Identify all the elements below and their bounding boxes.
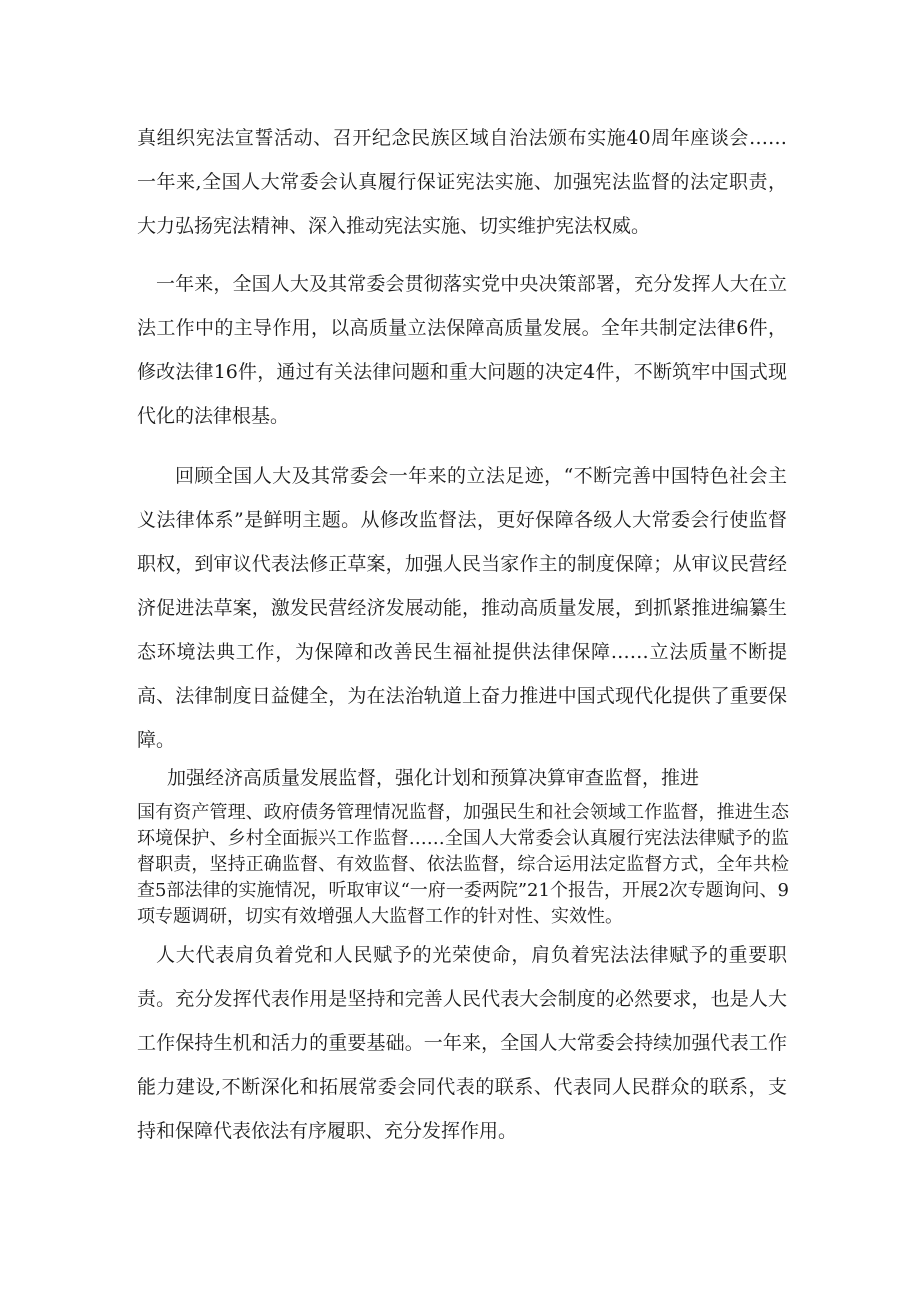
paragraph-legal-system: 回顾全国人大及其常委会一年来的立法足迹，“不断完善中国特色社会主义法律体系”是鲜明主题。从修改监督法，更好保障各级人大常委会行使监督职权，到审议代表法修正草案，加强人民当家作主的制度保障；从审议民营经济促进法草案，激发民营经济发展动能，推动高质量发展，到抓紧推进编纂生态环境法典工作，为保障和改善民生福祉提供法律保障……立法质量不断提高、法律制度日益健全，为在法治轨道上奋力推进中国式现代化提供了重要保障。 [137, 465, 787, 751]
paragraph-deputies: 人大代表肩负着党和人民赋予的光荣使命，肩负着宪法法律赋予的重要职责。充分发挥代表作用是坚持和完善人民代表大会制度的必然要求，也是人大工作保持生机和活力的重要基础。一年来，全国人大常委会持续加强代表工作能力建设,不断深化和拓展常委会同代表的联系、代表同人民群众的联系，支持和保障代表依法有序履职、充分发挥作用。 [137, 944, 787, 1142]
paragraph-supervision: 国有资产管理、政府债务管理情况监督，加强民生和社会领域工作监督，推进生态环境保护、乡村全面振兴工作监督……全国人大常委会认真履行宪法法律赋予的监督职责，坚持正确监督、有效监督、依法监督，综合运用法定监督方式，全年共检查5部法律的实施情况，听取审议“一府一委两院”21个报告，开展2次专题询问、9项专题调研，切实有效增强人大监督工作的针对性、实效性。 [137, 802, 789, 927]
paragraph-legislation: 一年来，全国人大及其常委会贯彻落实党中央决策部署，充分发挥人大在立法工作中的主导作用，以高质量立法保障高质量发展。全年共制定法律6件，修改法律16件，通过有关法律问题和重大问题的决定4件，不断筑牢中国式现代化的法律根基。 [137, 273, 787, 427]
paragraph-supervision-lead: 加强经济高质量发展监督，强化计划和预算决算审查监督，推进 [167, 767, 700, 789]
paragraph-constitution: 真组织宪法宣誓活动、召开纪念民族区域自治法颁布实施40周年座谈会……一年来,全国人大常委会认真履行保证宪法实施、加强宪法监督的法定职责，大力弘扬宪法精神、深入推动宪法实施、切实维护宪法权威。 [137, 127, 787, 237]
